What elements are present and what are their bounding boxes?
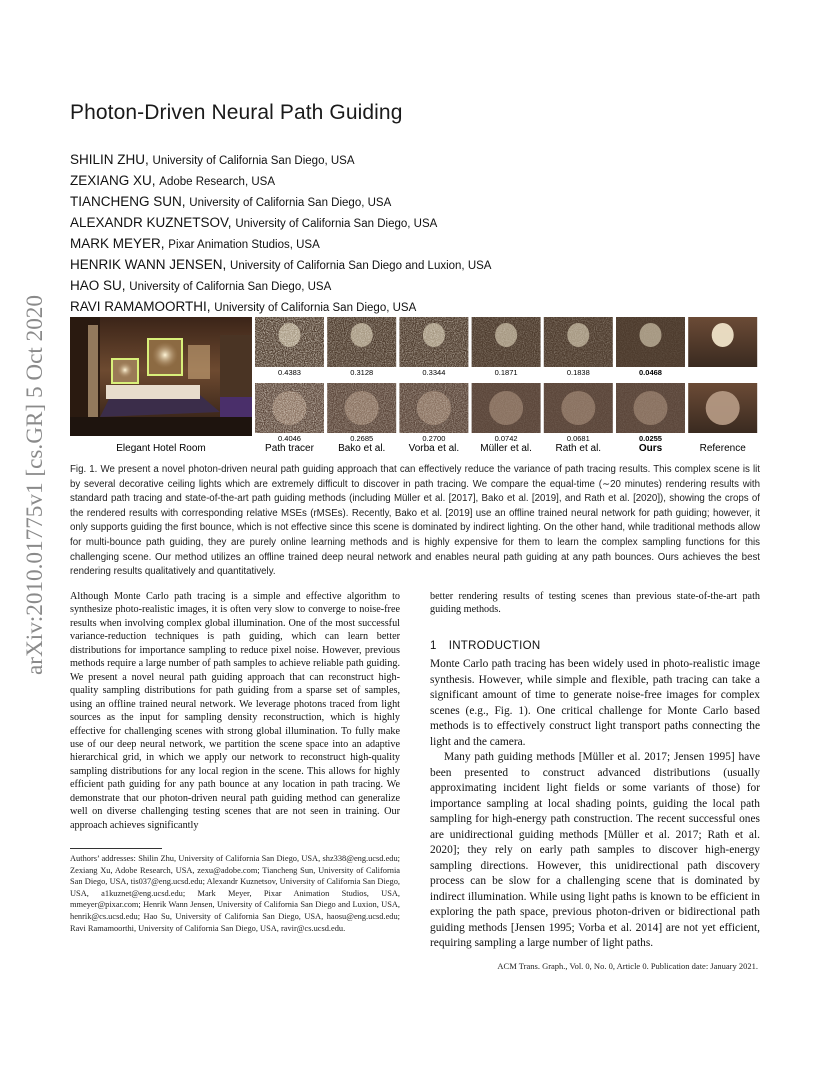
author-entry [70,297,491,318]
abstract: Although Monte Carlo path tracing is a simple and effective algorithm to synthesize photo-realistic images, it is often very slow to converge to noise-free results when involving complex global illumination. One of the most successful variance-reduction techniques is path guiding, which can learn better distributions for importance sampling to reduce pixel noise. However, previous methods require a large number of path samples to achieve reliable path guiding. We present a novel neural path guiding approach that can reconstruct high-quality sampling distributions for path guiding from a sparse set of samples, using an offline trained neural network. We leverage photons traced from light sources as the input for sampling density reconstruction, which is highly effective for challenging scenes with strong global illumination. To fully make use of our deep neural network, we partition the scene space into an adaptive hierarchical grid, in which we apply our network to reconstruct high-quality sampling distributions for any local region in the scene. This allows for highly efficient path guiding for any path bounce at any location in path tracing. We demonstrate that our photon-driven neural path guiding method can generalize well on diverse challenging testing scenes that are not seen in training. Our approach achieves significantly [70,591,400,831]
section-number: 1 [430,640,437,652]
author-name: SHILIN ZHU, [70,152,149,167]
author-affiliation: University of California San Diego, USA [235,218,438,230]
crop-top [327,317,396,367]
arxiv-stamp-text: arXiv:2010.01775v1 [cs.GR] 5 Oct 2020 [22,290,48,675]
author-affiliation: University of California San Diego, USA [152,155,355,167]
method-label: Müller et al. [480,443,532,454]
intro-paragraph: Monte Carlo path tracing has been widely used in photo-realistic image synthesis. However, while simple and flexible, path tracing can take a significant amount of time to generate noise-free images for complex scenes (e.g., Fig. 1). One critical challenge for Monte Carlo based methods is to effectively construct light transport paths connecting the light and the camera. [430,658,760,748]
bottom-rmse-label: 0.0255 [639,434,662,443]
footnote-rule [70,848,162,849]
author-entry [70,276,491,297]
bottom-rmse-label: 0.0681 [566,434,590,443]
publication-info: ACM Trans. Graph., Vol. 0, No. 0, Article 0. Publication date: January 2021. [497,961,758,971]
introduction-body [430,657,760,952]
crop-bottom [472,383,541,433]
section-heading [430,640,552,652]
method-label: Reference [699,443,746,454]
author-entry [70,171,491,192]
author-name: HENRIK WANN JENSEN, [70,257,227,272]
author-name: ALEXANDR KUZNETSOV, [70,215,232,230]
author-name: TIANCHENG SUN, [70,194,186,209]
author-name: HAO SU, [70,278,126,293]
crop-top [616,317,685,367]
crop-top [399,317,468,367]
bottom-rmse-label: 0.2700 [422,434,446,443]
crop-top [544,317,613,367]
teaser-figure [70,317,760,457]
top-rmse-label: 0.1838 [566,368,590,377]
method-label: Vorba et al. [408,443,460,454]
bottom-rmse-label: 0.4046 [278,434,301,443]
author-name: MARK MEYER, [70,236,165,251]
teaser-svg [70,317,760,457]
method-label: Bako et al. [338,443,386,454]
intro-paragraph: Many path guiding methods [Müller et al. 2017; Jensen 1995] have been presented to construct advanced distributions (usually approximating incident light fields or some variants of those) for importance sampling at local shading points, guiding the local path sampling for high-energy path construction. The recent successful ones are unidirectional guiding methods [Müller et al. 2017; Rath et al. 2020]; they rely on early path samples to discover high-energy sampling directions. However, this unidirectional path discovery process can be slow for a challenging scene that is dominated by indirect illumination. While using light paths is known to be efficient in exploring the path space, previous photon-driven or bidirectional path guiding methods [Jensen 1995; Vorba et al. 2014] are not yet efficient, requiring sampling a large number of light paths. [430,751,760,949]
crop-bottom [399,383,468,433]
abstract-continued: better rendering results of testing scenes than previous state-of-the-art path guiding methods. [430,591,760,616]
paper-title: Photon-Driven Neural Path Guiding [70,101,403,124]
crop-top [472,317,541,367]
top-rmse-label: 0.4383 [278,368,301,377]
bottom-rmse-label: 0.2685 [350,434,374,443]
author-affiliation: University of California San Diego, USA [129,281,332,293]
author-entry [70,192,491,213]
author-name: ZEXIANG XU, [70,173,156,188]
author-affiliation: University of California San Diego and Luxion, USA [230,260,492,272]
main-image-label: Elegant Hotel Room [116,443,206,454]
crop-bottom [616,383,685,433]
crop-bottom [255,383,324,433]
figure-caption: Fig. 1. We present a novel photon-driven neural path guiding approach that can effectively reduce the variance of path tracing results. This complex scene is lit by several decorative ceiling lights which are extremely difficult to discover in path tracing. We compare the equal-time (∼20 minutes) rendering results with standard path tracing and state-of-the-art path guiding methods (including Müller et al. [2017], Bako et al. [2019], and Rath et al. [2020]), showing the crops of the rendered results with corresponding relative MSEs (rMSEs). Recently, Bako et al. [2019] use an offline trained neural network for path guiding; however, it only supports guiding the first bounce, which is not effective since this scene is dominated by indirect lighting. On the other hand, while traditional methods allow for multi-bounce path guiding, they are purely online learning methods and is highly expensive for them to learn the complex sampling functions for this challenging scene. Our method utilizes an offline trained deep neural network and enables neural path guiding at any path bounces. Ours achieves the best rendering results qualitatively and quantitatively. [70,464,760,578]
method-label: Rath et al. [555,443,602,454]
author-entry [70,213,491,234]
crop-top [688,317,757,367]
top-rmse-label: 0.0468 [639,368,662,377]
author-addresses-footnote: Authors’ addresses: Shilin Zhu, University of California San Diego, USA, shz338@eng.ucsd.edu; Zexiang Xu, Adobe Research, USA, zexu@adobe.com; Tiancheng Sun, University of California San Diego, USA, tis037@eng.ucsd.edu; Alexandr Kuznetsov, University of California San Diego, USA, a1kuznet@eng.ucsd.edu; Mark Meyer, Pixar Animation Studios, USA, mmeyer@pixar.com; Henrik Wann Jensen, University of California San Diego and Luxion, USA, henrik@cs.ucsd.edu; Hao Su, University of California San Diego, USA, haosu@eng.ucsd.edu; Ravi Ramamoorthi, University of California San Diego, USA, ravir@cs.ucsd.edu. [70,854,400,933]
author-entry [70,234,491,255]
author-list [70,150,491,318]
crop-bottom [327,383,396,433]
crop-top [255,317,324,367]
method-label: Ours [638,443,663,454]
author-entry [70,255,491,276]
author-affiliation: University of California San Diego, USA [214,302,417,314]
bottom-rmse-label: 0.0742 [494,434,518,443]
author-entry [70,150,491,171]
top-rmse-label: 0.1871 [494,368,518,377]
author-affiliation: University of California San Diego, USA [189,197,392,209]
author-name: RAVI RAMAMOORTHI, [70,299,211,314]
author-affiliation: Adobe Research, USA [159,176,275,188]
top-rmse-label: 0.3344 [422,368,446,377]
top-rmse-label: 0.3128 [350,368,374,377]
section-title: INTRODUCTION [448,640,541,652]
arxiv-stamp [8,290,54,680]
crop-bottom [544,383,613,433]
crop-bottom [688,383,757,433]
main-render-image [70,317,252,436]
author-affiliation: Pixar Animation Studios, USA [168,239,320,251]
method-label: Path tracer [265,443,314,454]
